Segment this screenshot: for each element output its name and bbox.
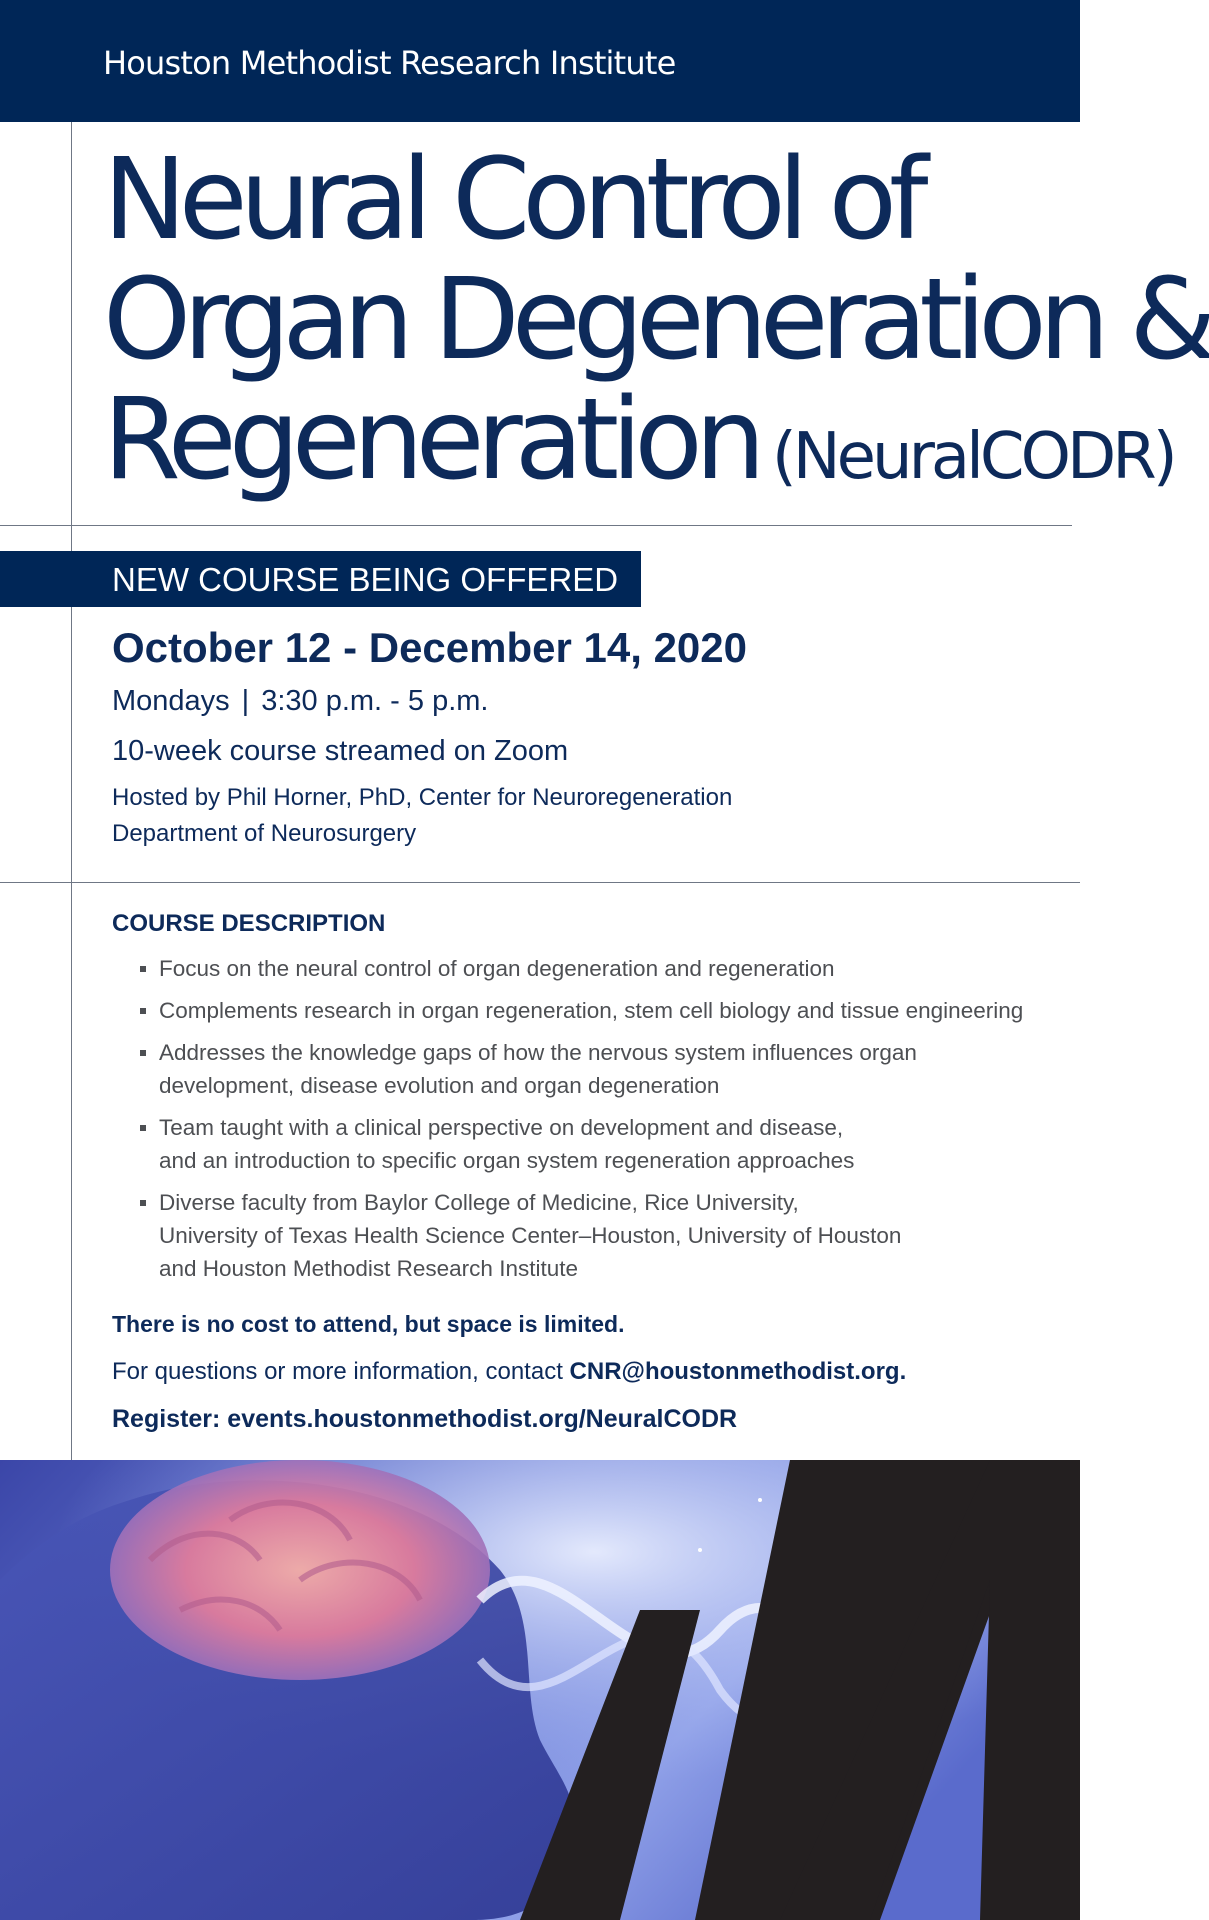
list-item	[140, 1111, 1060, 1177]
bullet-line: and an introduction to specific organ system regeneration approaches	[159, 1148, 855, 1173]
course-time: 3:30 p.m. - 5 p.m.	[261, 685, 489, 717]
bullet-line: Team taught with a clinical perspective on development and disease,	[159, 1115, 844, 1140]
title-line-2: Organ Degeneration &	[103, 255, 1209, 385]
course-dates: October 12 - December 14, 2020	[112, 624, 748, 671]
divider-top	[0, 525, 1072, 526]
bullet-line: Complements research in organ regeneration, stem cell biology and tissue engineering	[159, 998, 1024, 1023]
list-item	[140, 1036, 1060, 1102]
page-title	[103, 135, 1209, 517]
contact-email-link[interactable]: CNR@houstonmethodist.org.	[569, 1358, 907, 1385]
list-item	[140, 994, 1060, 1027]
contact-prefix: For questions or more information, contact	[112, 1358, 570, 1385]
divider-middle	[0, 882, 1080, 883]
vertical-rule	[71, 122, 72, 1460]
banner-text: NEW COURSE BEING OFFERED	[112, 561, 619, 598]
course-schedule	[112, 685, 488, 718]
hero-image	[0, 1460, 1080, 1920]
schedule-separator: |	[241, 685, 250, 717]
course-day: Mondays	[112, 685, 230, 717]
title-abbreviation: (NeuralCODR)	[771, 420, 1174, 494]
no-cost-notice: There is no cost to attend, but space is limited.	[112, 1311, 625, 1337]
brain-dna-illustration-icon	[0, 1460, 1080, 1920]
title-line-3	[103, 375, 1209, 517]
title-line-1: Neural Control of	[103, 135, 921, 265]
host-line-2: Department of Neurosurgery	[112, 820, 417, 847]
bullet-line: and Houston Methodist Research Institute	[159, 1256, 578, 1281]
title-line-3-text: Regeneration	[103, 375, 758, 505]
course-format: 10-week course streamed on Zoom	[112, 735, 569, 767]
course-description-heading: COURSE DESCRIPTION	[112, 910, 386, 937]
description-bullets	[140, 952, 1060, 1294]
bullet-line: Focus on the neural control of organ degeneration and regeneration	[159, 956, 835, 981]
header-band	[0, 0, 1080, 122]
bullet-line: Addresses the knowledge gaps of how the nervous system influences organ	[159, 1040, 917, 1065]
list-item	[140, 1186, 1060, 1285]
list-item	[140, 952, 1060, 985]
bullet-line: University of Texas Health Science Center–Houston, University of Houston	[159, 1223, 902, 1248]
host-line-1: Hosted by Phil Horner, PhD, Center for Neuroregeneration	[112, 784, 733, 811]
bullet-line: Diverse faculty from Baylor College of Medicine, Rice University,	[159, 1190, 799, 1215]
register-link[interactable]: Register: events.houstonmethodist.org/NeuralCODR	[112, 1405, 738, 1433]
contact-line	[112, 1358, 906, 1386]
institute-name: Houston Methodist Research Institute	[103, 44, 676, 82]
new-course-banner	[0, 551, 641, 607]
bullet-line: development, disease evolution and organ degeneration	[159, 1073, 720, 1098]
